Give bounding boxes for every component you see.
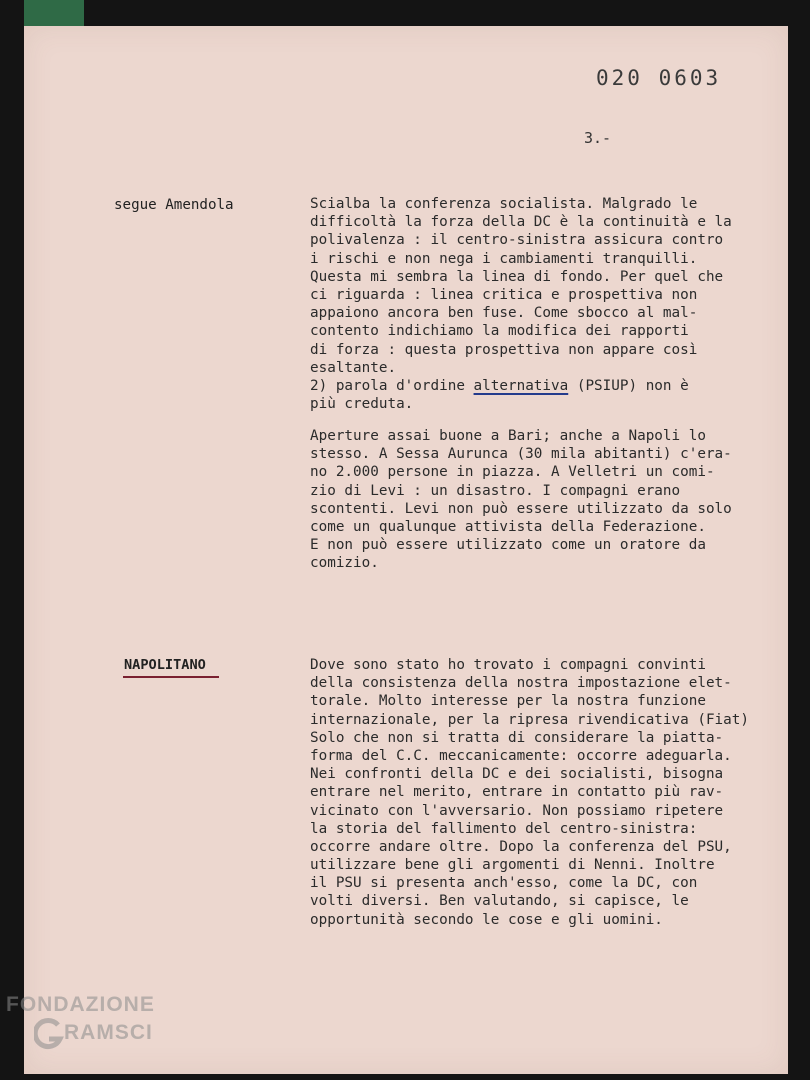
speaker-underline	[123, 676, 219, 678]
text-line: Questa mi sembra la linea di fondo. Per quel che	[310, 268, 724, 285]
paragraph-amendola-1	[310, 195, 780, 413]
watermark-line-1: FONDAZIONE	[6, 993, 155, 1016]
text-line: come un qualunque attivista della Federazione.	[310, 518, 706, 535]
text-line: stesso. A Sessa Aurunca (30 mila abitanti) c'era-	[310, 446, 732, 463]
document-page	[24, 26, 788, 1074]
text-line: Solo che non si tratta di considerare la piatta-	[310, 729, 724, 746]
text-line: Nei confronti della DC e dei socialisti, bisogna	[310, 766, 724, 783]
text-line: il PSU si presenta anch'esso, come la DC, con	[310, 875, 698, 892]
text-line: Dove sono stato ho trovato i compagni convinti	[310, 657, 706, 673]
text-line: Scialba la conferenza socialista. Malgrado le	[310, 196, 698, 212]
text-line: entrare nel merito, entrare in contatto più rav-	[310, 784, 724, 801]
watermark-line-2: RAMSCI	[64, 1021, 153, 1044]
page-number: 3.-	[584, 129, 612, 147]
text-line: opportunità secondo le cose e gli uomini.	[310, 911, 663, 928]
text-line: polivalenza : il centro-sinistra assicura contro	[310, 232, 724, 249]
text-line: utilizzare bene gli argomenti di Nenni. Inoltre	[310, 857, 715, 874]
archive-folder-tab	[24, 0, 84, 26]
item-suffix: (PSIUP) non è	[568, 377, 689, 394]
paragraph-amendola-2	[310, 427, 780, 573]
text-line: torale. Molto interesse per la nostra funzione	[310, 693, 706, 710]
speaker-label-amendola: segue Amendola	[114, 197, 234, 213]
text-line: no 2.000 persone in piazza. A Velletri un comi-	[310, 464, 715, 481]
text-line: della consistenza della nostra impostazione elet-	[310, 675, 732, 692]
text-line: i rischi e non nega i cambiamenti tranquilli.	[310, 250, 698, 267]
text-line: più creduta.	[310, 396, 414, 413]
text-line: comizio.	[310, 555, 379, 572]
text-line: zio di Levi : un disastro. I compagni erano	[310, 482, 681, 499]
text-line: appaiono ancora ben fuse. Come sbocco al mal-	[310, 305, 698, 322]
text-line: contento indichiamo la modifica dei rapporti	[310, 323, 689, 340]
underlined-word-alternativa: alternativa	[473, 377, 569, 394]
text-line: forma del C.C. meccanicamente: occorre adeguarla.	[310, 747, 732, 764]
g-logo-icon	[34, 1017, 64, 1051]
text-line: internazionale, per la ripresa rivendicativa (Fiat)	[310, 711, 749, 728]
text-line-item	[310, 377, 780, 395]
text-line: Aperture assai buone a Bari; anche a Napoli lo	[310, 428, 706, 444]
speaker-label-napolitano: NAPOLITANO	[124, 657, 206, 673]
text-line: di forza : questa prospettiva non appare così	[310, 341, 698, 358]
item-prefix: 2) parola d'ordine	[310, 377, 474, 394]
text-line: esaltante.	[310, 359, 397, 376]
text-line: volti diversi. Ben valutando, si capisce, le	[310, 893, 689, 910]
paragraph-napolitano	[310, 656, 780, 929]
text-line: difficoltà la forza della DC è la continuità e la	[310, 214, 732, 231]
text-line: occorre andare oltre. Dopo la conferenza del PSU,	[310, 838, 732, 855]
text-line: vicinato con l'avversario. Non possiamo ripetere	[310, 802, 724, 819]
text-line: ci riguarda : linea critica e prospettiva non	[310, 286, 698, 303]
text-line: E non può essere utilizzato come un oratore da	[310, 537, 706, 554]
text-line: scontenti. Levi non può essere utilizzato da solo	[310, 500, 732, 517]
document-number: 020 0603	[596, 66, 722, 90]
watermark	[6, 993, 206, 1063]
text-line: la storia del fallimento del centro-sinistra:	[310, 820, 698, 837]
